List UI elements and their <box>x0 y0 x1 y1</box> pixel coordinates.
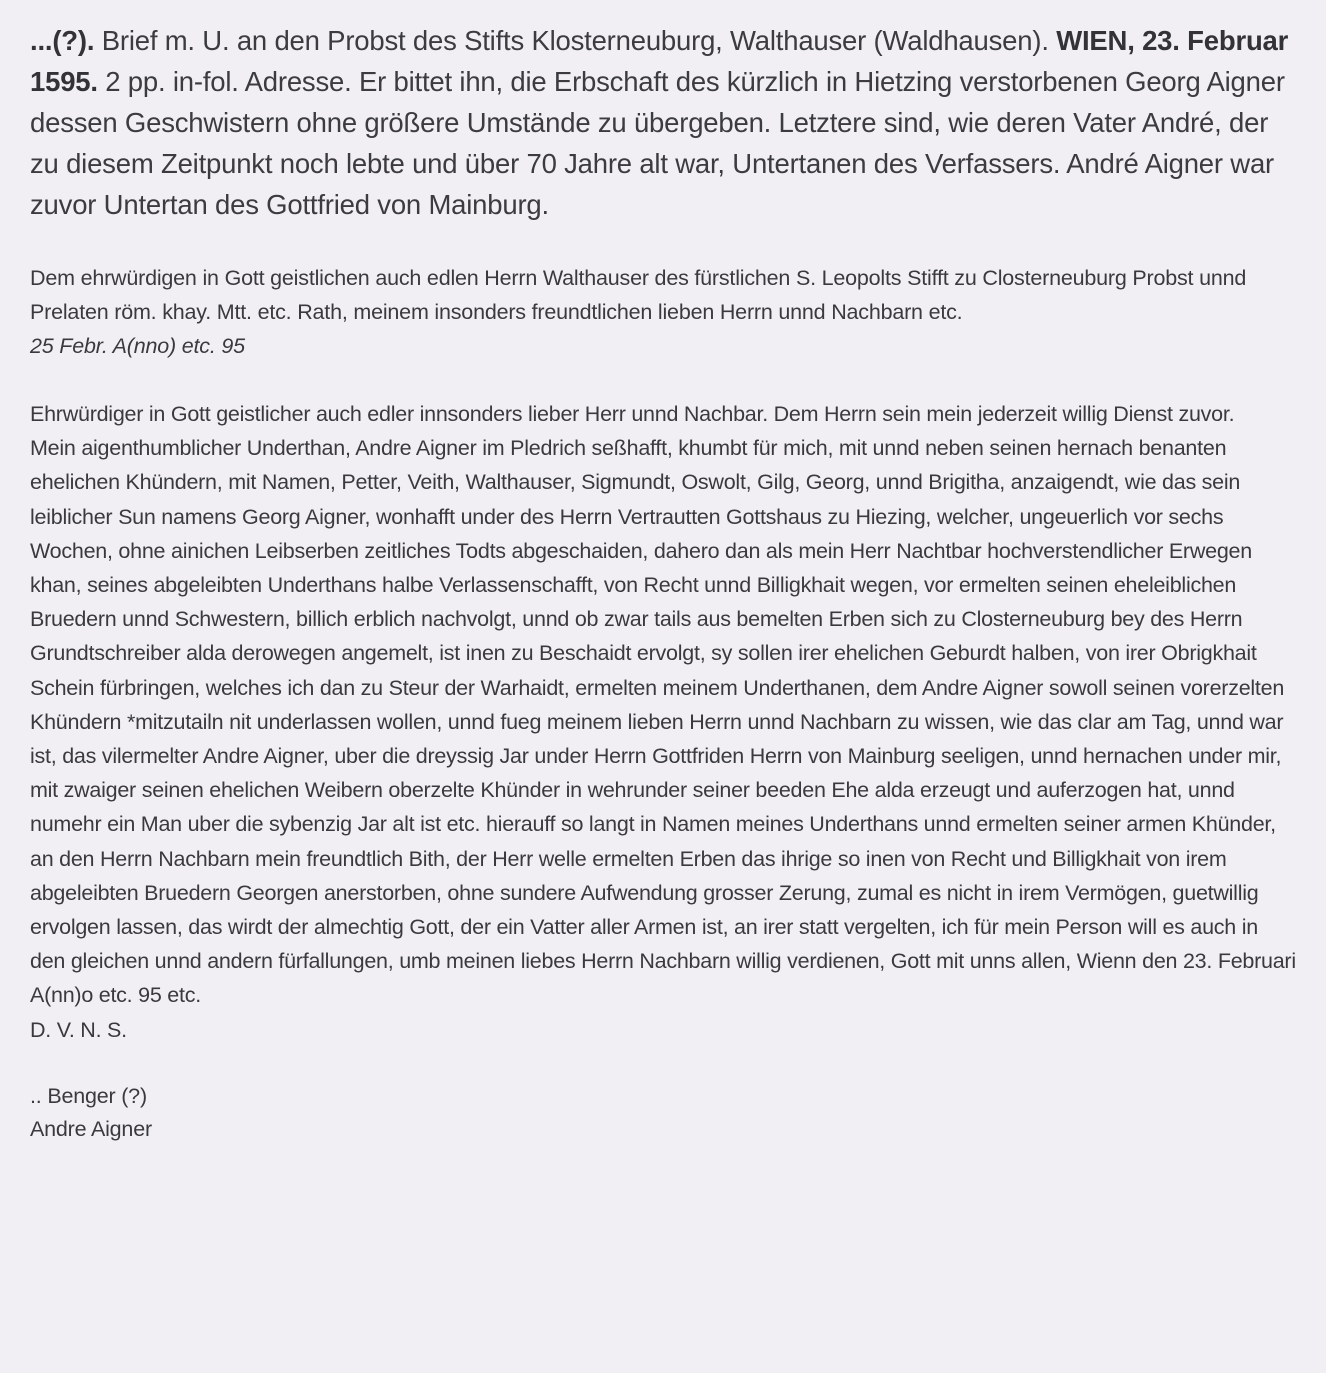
address-date: 25 Febr. A(nno) etc. 95 <box>30 334 245 358</box>
signature-line-1: .. Benger (?) <box>30 1083 147 1108</box>
address-text: Dem ehrwürdigen in Gott geistlichen auch edlen Herrn Walthauser des fürstlichen S. Leopolts Stifft zu Closterneuburg Probst unnd Prelaten röm. khay. Mtt. etc. Rath, meinem insonders freundtlichen lieben Herrn unnd Nachbarn etc. <box>30 266 1247 324</box>
letter-main-text: Mein aigenthumblicher Underthan, Andre Aigner im Pledrich seßhafft, khumbt für mich, mit unnd neben seinen hernach benanten ehelichen Khündern, mit Namen, Petter, Veith, Walthauser, Sigmundt, Oswolt, Gilg, Georg, unnd Brigitha, anzaigendt, wie das sein leiblicher Sun namens Georg Aigner, wonhafft under des Herrn Vertrautten Gottshaus zu Hiezing, welcher, ungeuerlich vor sechs Wochen, ohne ainichen Leibserben zeitliches Todts abgeschaiden, dahero dan als mein Herr Nachtbar hochverstendlicher Erwegen khan, seines abgeleibten Underthans halbe Verlassenschafft, von Recht unnd Billigkhait wegen, vor ermelten seinen eheleiblichen Bruedern unnd Schwestern, billich erblich nachvolgt, unnd ob zwar tails aus bemelten Erben sich zu Closterneuburg bey des Herrn Grundtschreiber alda derowegen angemelt, ist inen zu Beschaidt ervolgt, sy sollen irer ehelichen Geburdt halben, von irer Obrigkhait Schein fürbringen, welches ich dan zu Steur der Warhaidt, ermelten meinem Underthanen, dem Andre Aigner sowoll seinen vorerzelten Khündern *mitzutailn nit underlassen wollen, unnd fueg meinem lieben Herrn unnd Nachbarn zu wissen, wie das clar am Tag, unnd war ist, das vilermelter Andre Aigner, uber die dreyssig Jar under Herrn Gottfriden Herrn von Mainburg seeligen, unnd hernachen under mir, mit zwaiger seinen ehelichen Weibern oberzelte Khünder in wehrunder seiner beeden Ehe alda erzeugt und auferzogen hat, unnd numehr ein Man uber die sybenzig Jar alt ist etc. hierauff so langt in Namen meines Underthans unnd ermelten seiner armen Khünder, an den Herrn Nachbarn mein freundtlich Bith, der Herr welle ermelten Erben das ihrige so inen von Recht und Billigkhait von irem abgeleibten Bruedern Georgen anerstorben, ohne sundere Aufwendung grosser Zerung, zumal es nicht in irem Vermögen, guetwillig ervolgen lassen, das wirdt der almechtig Gott, der ein Vatter aller Armen ist, an irer statt vergelten, ich für mein Person will es auch in den gleichen unnd andern fürfallungen, umb meinen liebes Herrn Nachbarn willig verdienen, Gott mit unns allen, Wienn den 23. Februari A(nn)o etc. 95 etc. <box>30 436 1296 1008</box>
letter-salutation: Ehrwürdiger in Gott geistlicher auch edler innsonders lieber Herr unnd Nachbar. Dem Herrn sein mein jederzeit willig Dienst zuvor. <box>30 402 1235 426</box>
entry-number: ...(?). <box>30 25 95 56</box>
place-date: WIEN, 23. Februar 1595. <box>30 25 1289 97</box>
entry-intro: Brief m. U. an den Probst des Stifts Klosterneuburg, Walthauser (Waldhausen). <box>94 25 1057 56</box>
letter-body <box>30 397 1298 1047</box>
letter-closing: D. V. N. S. <box>30 1017 127 1042</box>
signature-line-2: Andre Aigner <box>30 1116 152 1141</box>
letter-address <box>30 261 1298 363</box>
signatures <box>30 1080 1298 1146</box>
entry-summary: 2 pp. in-fol. Adresse. Er bittet ihn, die Erbschaft des kürzlich in Hietzing verstorbenen Georg Aigner dessen Geschwistern ohne größere Umstände zu übergeben. Letztere sind, wie deren Vater André, der zu diesem Zeitpunkt noch lebte und über 70 Jahre alt war, Untertanen des Verfassers. André Aigner war zuvor Untertan des Gottfried von Mainburg. <box>30 66 1285 220</box>
catalog-entry-header <box>30 20 1298 225</box>
